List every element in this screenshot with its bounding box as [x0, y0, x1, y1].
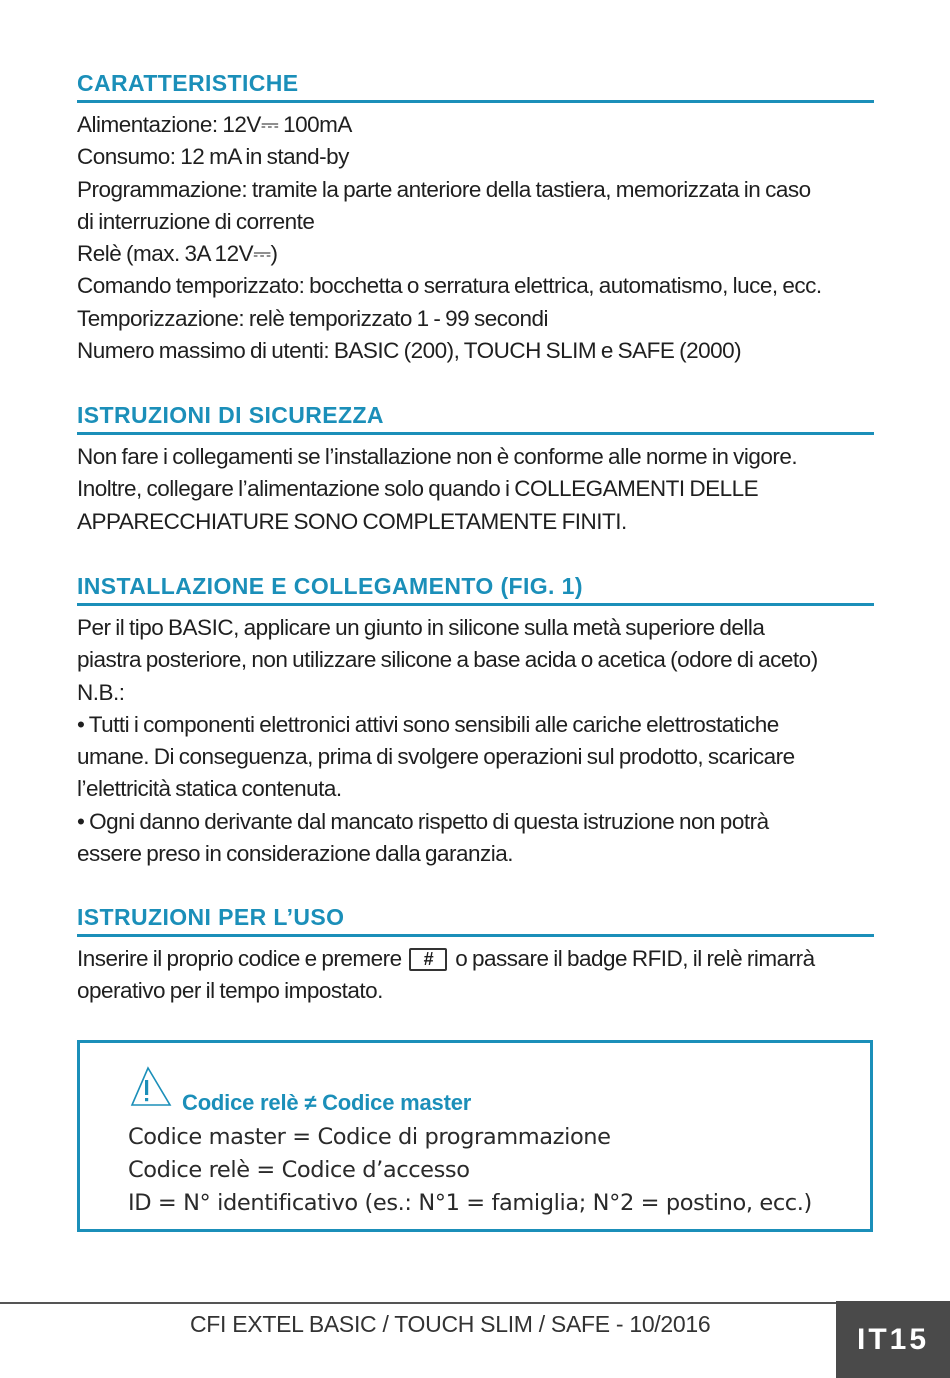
text-line: piastra posteriore, non utilizzare silicone a base acida o acetica (odore di aceto) [77, 647, 818, 673]
text-segment: Inserire il proprio codice e premere [77, 946, 402, 971]
text-line [77, 943, 874, 975]
notice-title: Codice relè ≠ Codice master [182, 1090, 472, 1115]
warning-triangle-icon [128, 1065, 174, 1109]
page-number-badge: IT15 [836, 1301, 950, 1378]
section-caratteristiche [77, 70, 874, 367]
section-body [77, 441, 874, 538]
text-line: Relè (max. 3A 12V⎓) [77, 241, 278, 267]
text-line: Comando temporizzato: bocchetta o serratura elettrica, automatismo, luce, ecc. [77, 273, 822, 299]
notice-body [128, 1121, 812, 1220]
footer-text: CFI EXTEL BASIC / TOUCH SLIM / SAFE - 10/2016 [190, 1311, 711, 1337]
section-body [77, 109, 874, 367]
notice-box [77, 1040, 873, 1232]
text-line: essere preso in considerazione dalla garanzia. [77, 841, 514, 867]
section-heading: ISTRUZIONI DI SICUREZZA [77, 402, 874, 435]
notice-line: Codice master = Codice di programmazione [128, 1124, 611, 1150]
text-line: • Tutti i componenti elettronici attivi sono sensibili alle cariche elettrostatiche [77, 711, 779, 737]
section-istruzioni-sicurezza [77, 402, 874, 538]
section-heading: CARATTERISTICHE [77, 70, 874, 103]
text-line: N.B.: [77, 679, 125, 705]
section-body [77, 943, 874, 1008]
text-line: di interruzione di corrente [77, 208, 315, 234]
notice-line: Codice relè = Codice d’accesso [128, 1157, 470, 1183]
section-heading: ISTRUZIONI PER L’USO [77, 904, 874, 937]
hash-key-symbol: # [409, 948, 447, 971]
text-line: Numero massimo di utenti: BASIC (200), TOUCH SLIM e SAFE (2000) [77, 338, 742, 364]
section-body [77, 612, 874, 870]
text-line: APPARECCHIATURE SONO COMPLETAMENTE FINITI. [77, 508, 627, 534]
text-line: l’elettricità statica contenuta. [77, 776, 342, 802]
text-segment: o passare il badge RFID, il relè rimarrà [455, 946, 815, 971]
text-line: Inoltre, collegare l’alimentazione solo quando i COLLEGAMENTI DELLE [77, 476, 759, 502]
text-line: operativo per il tempo impostato. [77, 978, 383, 1004]
section-istruzioni-uso [77, 904, 874, 1008]
text-line: Temporizzazione: relè temporizzato 1 - 99 secondi [77, 305, 548, 331]
text-line: Programmazione: tramite la parte anteriore della tastiera, memorizzata in caso [77, 176, 811, 202]
text-line: Consumo: 12 mA in stand-by [77, 144, 349, 170]
section-heading: INSTALLAZIONE E COLLEGAMENTO (FIG. 1) [77, 573, 874, 606]
text-line: • Ogni danno derivante dal mancato rispetto di questa istruzione non potrà [77, 808, 769, 834]
notice-line: ID = N° identificativo (es.: N°1 = famiglia; N°2 = postino, ecc.) [128, 1190, 812, 1216]
text-line: Non fare i collegamenti se l’installazione non è conforme alle norme in vigore. [77, 444, 798, 469]
text-line: Alimentazione: 12V⎓ 100mA [77, 112, 352, 137]
section-installazione [77, 573, 874, 870]
footer-divider [0, 1302, 836, 1304]
text-line: umane. Di conseguenza, prima di svolgere operazioni sul prodotto, scaricare [77, 744, 795, 770]
text-line: Per il tipo BASIC, applicare un giunto in silicone sulla metà superiore della [77, 615, 765, 640]
